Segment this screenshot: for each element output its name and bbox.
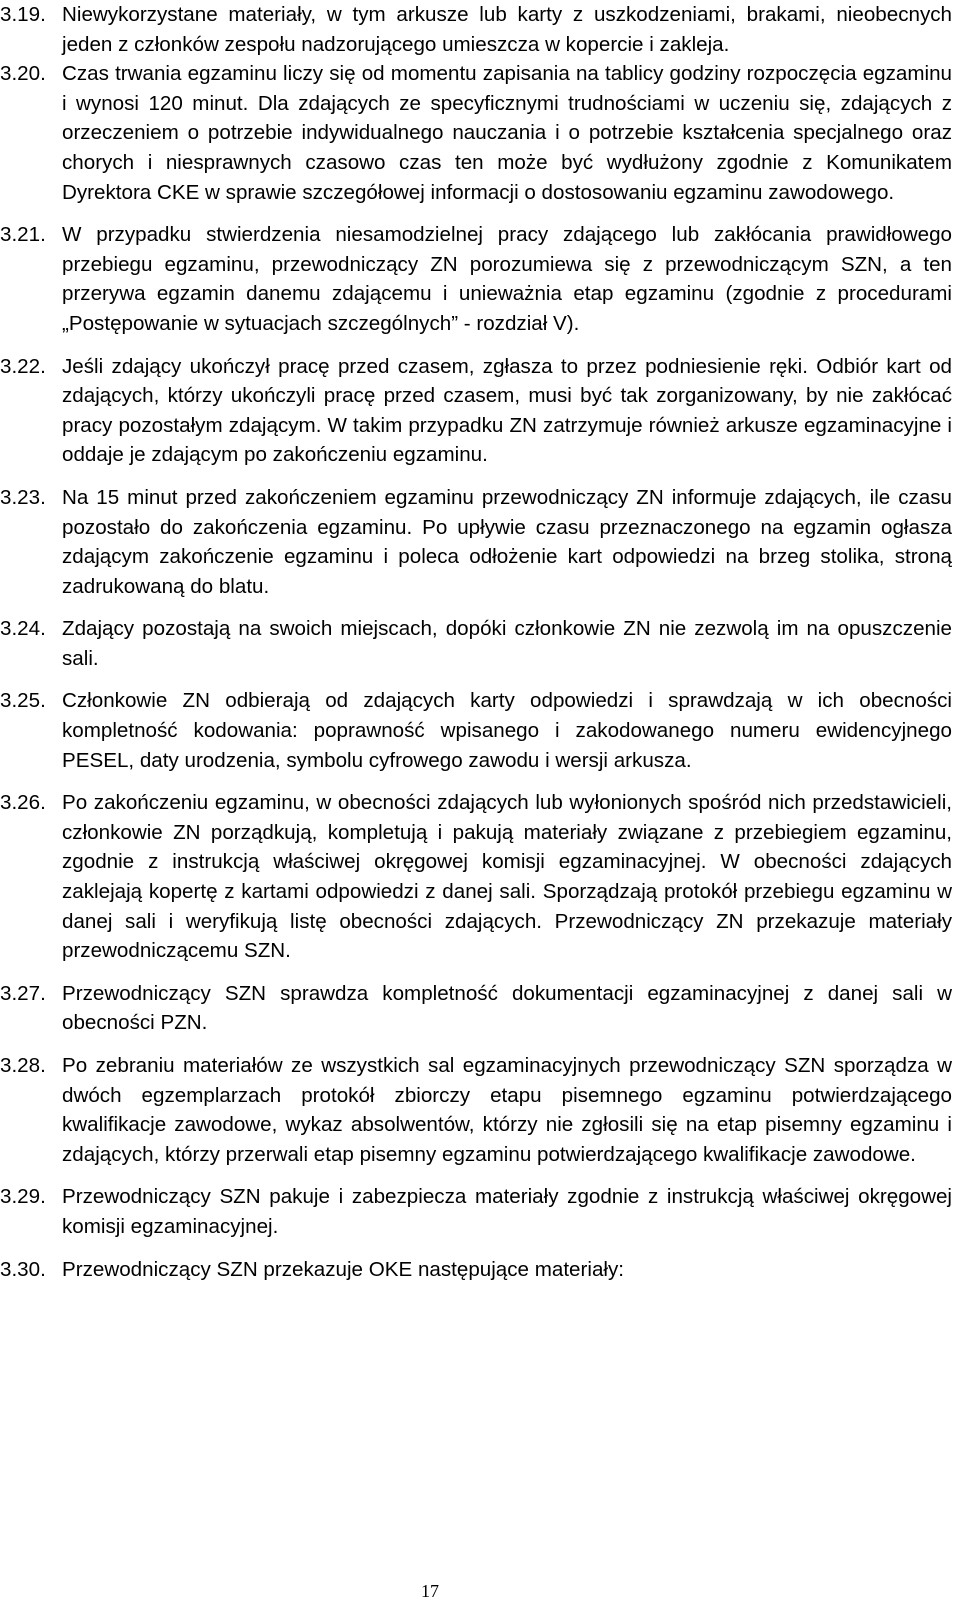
- item-number: 3.25.: [0, 689, 46, 713]
- list-item-3-27: [0, 979, 952, 1038]
- item-text: Członkowie ZN odbierają od zdających karty odpowiedzi i sprawdzają w ich obecności kompletność kodowania: poprawność wpisanego i zakodowanego numeru ewidencyjnego PESEL, daty urodzenia, symbolu cyfrowego zawodu i wersji arkusza.: [62, 689, 952, 772]
- list-item-3-28: [0, 1051, 952, 1169]
- item-text: Niewykorzystane materiały, w tym arkusze lub karty z uszkodzeniami, brakami, nieobecnych jeden z członków zespołu nadzorującego umieszcza w kopercie i zakleja.: [62, 3, 952, 56]
- list-item-3-19: [0, 0, 952, 59]
- list-item-3-25: [0, 686, 952, 775]
- item-text: Po zakończeniu egzaminu, w obecności zdających lub wyłonionych spośród nich przedstawicieli, członkowie ZN porządkują, kompletują i pakują materiały związane z przebiegiem egzaminu, zgodnie z instrukcją właściwej okręgowej komisji egzaminacyjnej. W obecności zdających zaklejają kopertę z kartami odpowiedzi z danej sali. Sporządzają protokół przebiegu egzaminu w danej sali i weryfikują listę obecności zdających. Przewodniczący ZN przekazuje materiały przewodniczącemu SZN.: [62, 791, 952, 963]
- item-number: 3.23.: [0, 485, 46, 509]
- list-item-3-22: [0, 352, 952, 470]
- item-number: 3.29.: [0, 1185, 46, 1209]
- item-number: 3.30.: [0, 1257, 46, 1281]
- item-text: Przewodniczący SZN pakuje i zabezpiecza materiały zgodnie z instrukcją właściwej okręgowej komisji egzaminacyjnej.: [62, 1185, 952, 1238]
- item-text: Czas trwania egzaminu liczy się od momentu zapisania na tablicy godziny rozpoczęcia egzaminu i wynosi 120 minut. Dla zdających ze specyficznymi trudnościami w uczeniu się, zdających z orzeczeniem o potrzebie indywidualnego nauczania i o potrzebie kształcenia specjalnego oraz chorych i niesprawnych czasowo czas ten może być wydłużony zgodnie z Komunikatem Dyrektora CKE w sprawie szczegółowej informacji o dostosowaniu egzaminu zawodowego.: [62, 62, 952, 204]
- item-number: 3.28.: [0, 1054, 46, 1077]
- item-number: 3.27.: [0, 981, 46, 1005]
- list-item-3-23: [0, 483, 952, 601]
- item-number: 3.20.: [0, 62, 46, 86]
- item-number: 3.26.: [0, 791, 46, 815]
- item-text: Przewodniczący SZN sprawdza kompletność dokumentacji egzaminacyjnej z danej sali w obecności PZN.: [62, 981, 952, 1035]
- page-number: 17: [421, 1581, 439, 1601]
- list-item-3-26: [0, 788, 952, 966]
- item-text: Przewodniczący SZN przekazuje OKE następujące materiały:: [62, 1257, 624, 1281]
- list-item-3-30: [0, 1255, 952, 1285]
- item-text: Po zebraniu materiałów ze wszystkich sal egzaminacyjnych przewodniczący SZN sporządza w dwóch egzemplarzach protokół zbiorczy etapu pisemnego egzaminu potwierdzającego kwalifikacje zawodowe, wykaz absolwentów, którzy nie zgłosili się na etap pisemny egzaminu i zdających, którzy przerwali etap pisemny egzaminu potwierdzającego kwalifikacje zawodowe.: [62, 1054, 952, 1166]
- item-text: W przypadku stwierdzenia niesamodzielnej pracy zdającego lub zakłócania prawidłowego przebiegu egzaminu, przewodniczący ZN porozumiewa się z przewodniczącym SZN, a ten przerywa egzamin danemu zdającemu i unieważnia etap egzaminu (zgodnie z procedurami „Postępowanie w sytuacjach szczególnych” - rozdział V).: [62, 223, 952, 335]
- list-item-3-21: [0, 220, 952, 338]
- item-number: 3.22.: [0, 354, 46, 378]
- item-text: Jeśli zdający ukończył pracę przed czasem, zgłasza to przez podniesienie ręki. Odbiór kart od zdających, którzy ukończyli pracę przed czasem, musi być tak zorganizowany, by nie zakłócać pracy pozostałym zdającym. W takim przypadku ZN zatrzymuje również arkusze egzaminacyjne i oddaje je zdającym po zakończeniu egzaminu.: [62, 354, 952, 467]
- item-number: 3.24.: [0, 617, 46, 641]
- item-number: 3.21.: [0, 223, 46, 247]
- item-text: Zdający pozostają na swoich miejscach, dopóki członkowie ZN nie zezwolą im na opuszczenie sali.: [62, 617, 952, 670]
- item-number: 3.19.: [0, 3, 46, 26]
- item-text: Na 15 minut przed zakończeniem egzaminu przewodniczący ZN informuje zdających, ile czasu pozostało do zakończenia egzaminu. Po upływie czasu przeznaczonego na egzamin ogłasza zdającym zakończenie egzaminu i poleca odłożenie kart odpowiedzi na brzeg stolika, stroną zadrukowaną do blatu.: [62, 485, 952, 598]
- list-item-3-20: [0, 59, 952, 207]
- list-item-3-24: [0, 614, 952, 673]
- list-item-3-29: [0, 1182, 952, 1241]
